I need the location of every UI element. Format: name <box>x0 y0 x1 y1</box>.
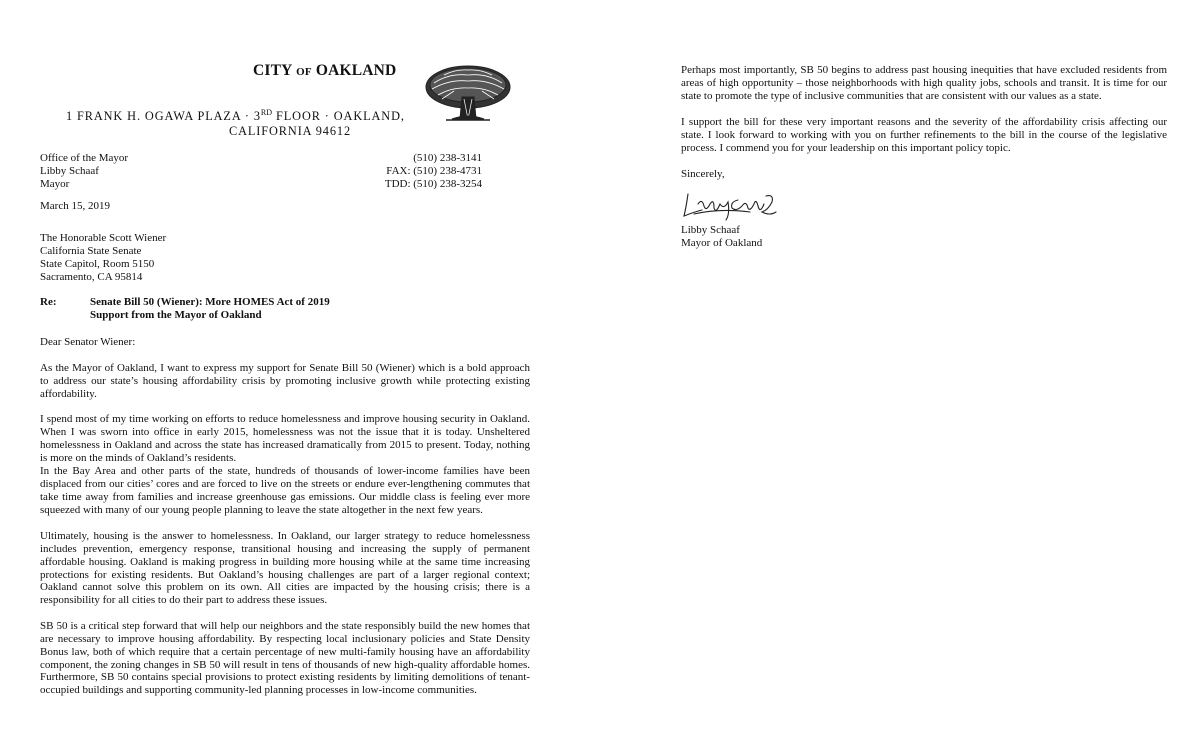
tdd-number: TDD: (510) 238-3254 <box>384 177 482 190</box>
office-title: Mayor <box>40 177 70 190</box>
signer-title: Mayor of Oakland <box>681 236 763 249</box>
closing: Sincerely, <box>681 168 725 180</box>
fax-number: FAX: (510) 238-4731 <box>386 164 482 177</box>
re-label: Re: <box>40 296 57 308</box>
letter-page-2 <box>600 0 1200 748</box>
subject-line: Senate Bill 50 (Wiener): More HOMES Act of 2019 Support from the Mayor of Oakland <box>90 296 330 321</box>
body-paragraph: Perhaps most importantly, SB 50 begins to address past housing inequities that have excluded residents from areas of high opportunity – those neighborhoods with high quality jobs, schools and transit. It is time for our state to promote the type of inclusive communities that are consistent with our values as a state. <box>681 64 1167 102</box>
letterhead-of: OF <box>296 66 312 78</box>
salutation: Dear Senator Wiener: <box>40 336 136 348</box>
letterhead-address-line2: CALIFORNIA 94612 <box>229 124 352 138</box>
body-paragraph: I support the bill for these very important reasons and the severity of the affordability crisis affecting our state. I look forward to working with you on further refinements to the bill in the course of the legislative process. I commend you for your leadership on this important policy topic. <box>681 116 1167 154</box>
letter-date: March 15, 2019 <box>40 200 110 212</box>
office-person: Libby Schaaf <box>40 164 99 177</box>
letterhead-name: OAKLAND <box>315 62 397 79</box>
body-paragraph: Ultimately, housing is the answer to homelessness. In Oakland, our larger strategy to reduce homelessness includes prevention, emergency response, transitional housing and increasing the supply of permanent affordable housing. Oakland is making progress in building more housing while at the same time increasing protections for existing residents. But Oakland’s housing challenges are part of a larger regional context; Oakland cannot solve this problem on its own. All cities are impacted by the housing crisis; there is a responsibility for all cities to do their part to address these issues. <box>40 530 530 607</box>
office-block <box>40 152 128 191</box>
body-paragraph: I spend most of my time working on efforts to reduce homelessness and improve housing security in Oakland. When I was sworn into office in early 2015, homelessness was not the issue that it is today. Unsheltered homelessness in Oakland and across the state has increased dramatically from 2015 to present. Today, nothing is more on the minds of Oakland’s residents. <box>40 413 530 464</box>
contact-numbers <box>380 152 482 191</box>
phone-number: (510) 238-3141 <box>413 152 482 164</box>
body-paragraph: In the Bay Area and other parts of the state, hundreds of thousands of lower-income families have been displaced from our cities’ cores and are forced to live on the streets or endure ever-lengthening commutes that take time away from families and increase greenhouse gas emissions. Our middle class is feeling ever more squeezed with many of our young people planning to leave the state altogether in the next few years. <box>40 465 530 516</box>
recipient-address: The Honorable Scott Wiener California State Senate State Capitol, Room 5150 Sacramento, CA 95814 <box>40 232 167 283</box>
body-paragraph: SB 50 is a critical step forward that will help our neighbors and the state responsibly build the new homes that are necessary to improve housing affordability. By respecting local inclusionary policies and State Density Bonus law, both of which require that a certain percentage of new multi-family housing have an affordability component, the zoning changes in SB 50 will result in tens of thousands of new high-quality affordable homes. Furthermore, SB 50 contains special provisions to protect existing residents by limiting demolitions of tenant-occupied buildings and supporting community-led planning processes in low-income communities. <box>40 620 530 697</box>
letterhead-address-line1: 1 FRANK H. OGAWA PLAZA · 3RD FLOOR · OAKLAND, <box>66 108 405 124</box>
signer-name: Libby Schaaf <box>681 224 740 236</box>
office-name: Office of the Mayor <box>40 152 129 164</box>
handwritten-signature-icon <box>680 186 780 228</box>
letterhead-city: CITY <box>253 62 292 79</box>
body-paragraph: As the Mayor of Oakland, I want to express my support for Senate Bill 50 (Wiener) which is a bold approach to address our state’s housing affordability crisis by promoting inclusive growth while protecting existing affordability. <box>40 362 530 400</box>
oak-tree-logo-icon <box>424 61 512 123</box>
letterhead-title <box>253 62 396 80</box>
